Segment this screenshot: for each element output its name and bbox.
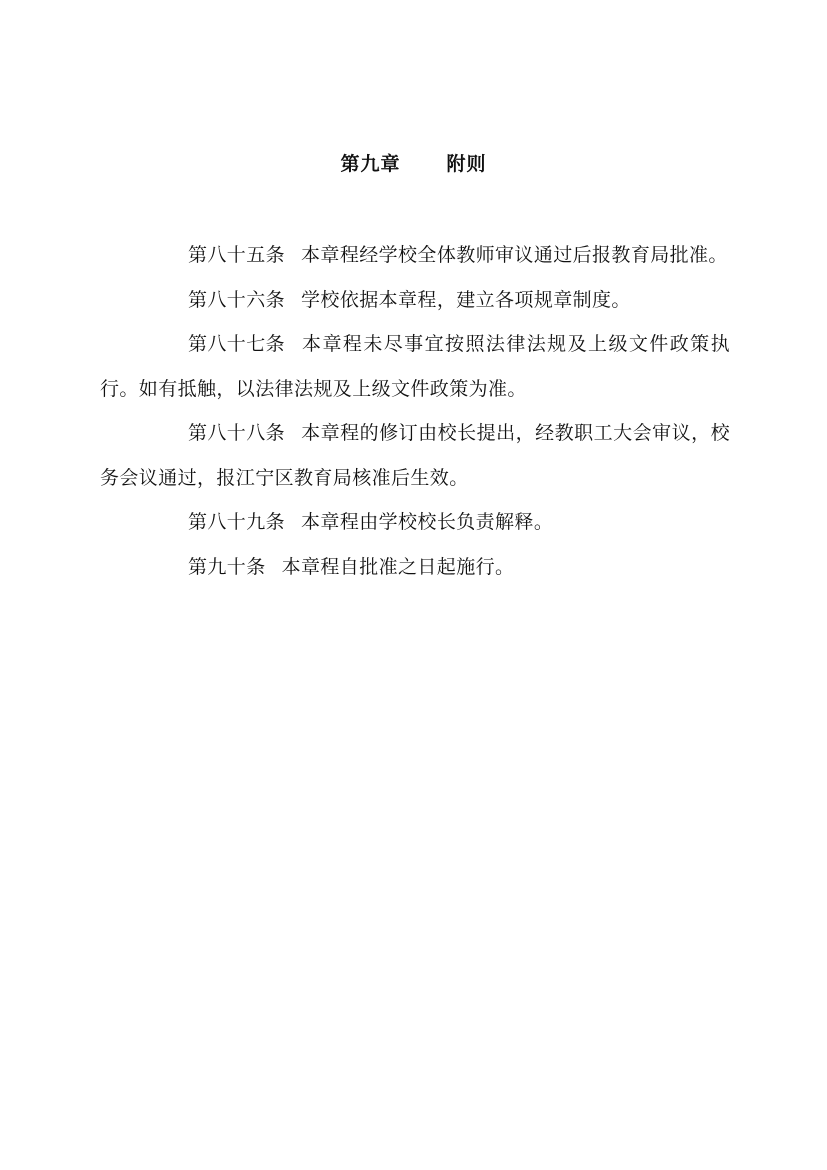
article-text: 学校依据本章程，建立各项规章制度。 bbox=[301, 288, 631, 311]
article-number: 第八十七条 bbox=[188, 333, 286, 355]
articles-body bbox=[100, 233, 730, 589]
article-number: 第九十条 bbox=[188, 555, 266, 578]
article-text: 本章程自批准之日起施行。 bbox=[281, 555, 515, 578]
article-number: 第八十八条 bbox=[188, 422, 286, 444]
article-85 bbox=[100, 233, 730, 278]
article-89 bbox=[100, 500, 730, 545]
article-number: 第八十六条 bbox=[188, 288, 286, 311]
article-90 bbox=[100, 545, 730, 590]
chapter-number: 第九章 bbox=[340, 153, 401, 175]
article-text: 本章程由学校校长负责解释。 bbox=[301, 511, 554, 533]
article-text: 本章程的修订由校长提出，经教职工大会审议，校务会议通过，报江宁区教育局核准后生效。 bbox=[100, 422, 730, 489]
chapter-heading bbox=[0, 150, 827, 178]
article-88 bbox=[100, 411, 730, 500]
article-86 bbox=[100, 278, 730, 323]
chapter-title: 附则 bbox=[446, 153, 487, 175]
article-number: 第八十九条 bbox=[188, 511, 286, 533]
article-87 bbox=[100, 322, 730, 411]
article-text: 本章程未尽事宜按照法律法规及上级文件政策执行。如有抵触，以法律法规及上级文件政策为准。 bbox=[100, 333, 730, 400]
article-text: 本章程经学校全体教师审议通过后报教育局批准。 bbox=[301, 244, 728, 266]
article-number: 第八十五条 bbox=[188, 244, 286, 266]
